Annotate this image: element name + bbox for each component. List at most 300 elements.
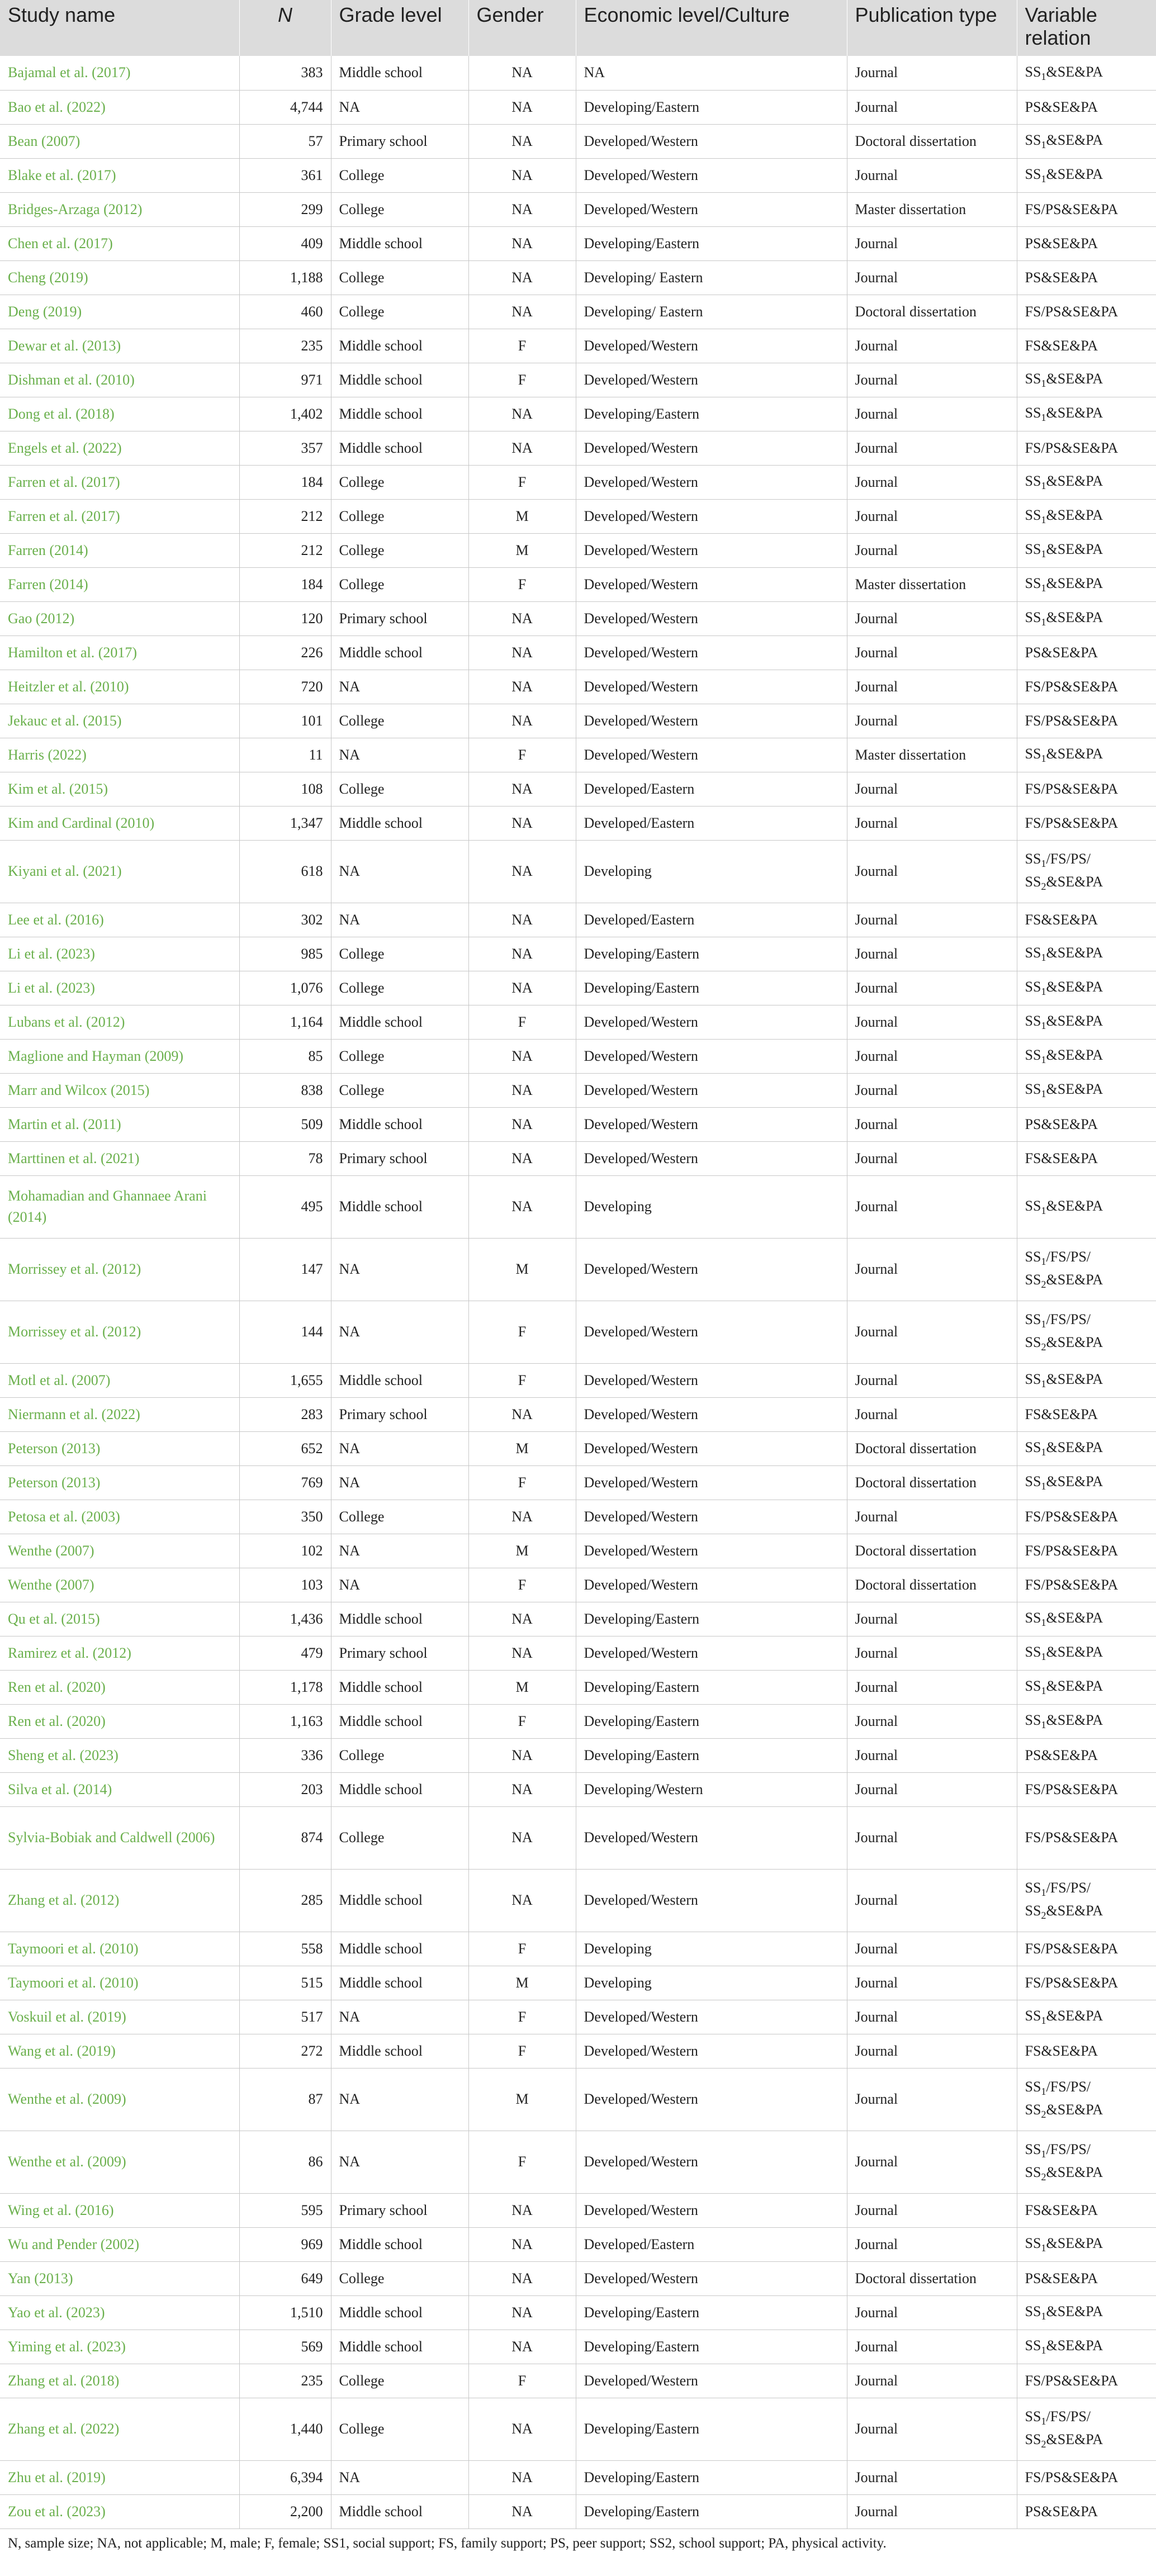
cell-economic-level: Developing/Western bbox=[576, 1772, 847, 1806]
cell-study-name: Qu et al. (2015) bbox=[0, 1602, 239, 1636]
cell-publication-type: Journal bbox=[847, 260, 1017, 295]
cell-publication-type: Journal bbox=[847, 90, 1017, 124]
cell-variable-relation: $SS_1\&SE\&PA$ bbox=[1017, 465, 1156, 499]
cell-n: 86 bbox=[239, 2131, 331, 2193]
table-row bbox=[0, 2227, 1156, 2261]
cell-n: 336 bbox=[239, 1738, 331, 1772]
table-row bbox=[0, 567, 1156, 601]
cell-grade-level: Middle school bbox=[331, 1107, 468, 1141]
cell-grade-level: College bbox=[331, 772, 468, 806]
cell-publication-type: Journal bbox=[847, 1670, 1017, 1704]
cell-grade-level: Primary school bbox=[331, 124, 468, 158]
cell-variable-relation: FS/PS&SE&PA bbox=[1017, 1534, 1156, 1568]
cell-study-name: Ren et al. (2020) bbox=[0, 1704, 239, 1738]
cell-grade-level: Middle school bbox=[331, 2034, 468, 2068]
cell-economic-level: Developed/Eastern bbox=[576, 903, 847, 937]
cell-variable-relation: FS/PS&SE&PA bbox=[1017, 1806, 1156, 1869]
cell-variable-relation: $SS_1\&SE\&PA$ bbox=[1017, 1005, 1156, 1039]
cell-n: 1,510 bbox=[239, 2295, 331, 2330]
cell-study-name: Wing et al. (2016) bbox=[0, 2193, 239, 2227]
cell-variable-relation: FS/PS&SE&PA bbox=[1017, 670, 1156, 704]
cell-publication-type: Journal bbox=[847, 1966, 1017, 2000]
cell-publication-type: Journal bbox=[847, 2364, 1017, 2398]
cell-variable-relation: FS/PS&SE&PA bbox=[1017, 704, 1156, 738]
cell-economic-level: Developed/Western bbox=[576, 1141, 847, 1175]
cell-study-name: Marttinen et al. (2021) bbox=[0, 1141, 239, 1175]
cell-study-name: Silva et al. (2014) bbox=[0, 1772, 239, 1806]
cell-n: 1,076 bbox=[239, 971, 331, 1005]
cell-study-name: Ramirez et al. (2012) bbox=[0, 1636, 239, 1670]
cell-grade-level: College bbox=[331, 158, 468, 192]
cell-gender: NA bbox=[468, 192, 576, 226]
table-row bbox=[0, 1932, 1156, 1966]
cell-grade-level: NA bbox=[331, 1238, 468, 1301]
cell-variable-relation: FS/PS&SE&PA bbox=[1017, 295, 1156, 329]
cell-study-name: Martin et al. (2011) bbox=[0, 1107, 239, 1141]
cell-study-name: Taymoori et al. (2010) bbox=[0, 1966, 239, 2000]
cell-grade-level: NA bbox=[331, 840, 468, 903]
cell-economic-level: Developed/Western bbox=[576, 635, 847, 670]
cell-economic-level: Developed/Western bbox=[576, 158, 847, 192]
cell-grade-level: Primary school bbox=[331, 2193, 468, 2227]
table-row bbox=[0, 1175, 1156, 1238]
cell-gender: NA bbox=[468, 1869, 576, 1932]
cell-n: 283 bbox=[239, 1397, 331, 1431]
cell-n: 85 bbox=[239, 1039, 331, 1073]
cell-study-name: Voskuil et al. (2019) bbox=[0, 2000, 239, 2034]
cell-variable-relation: PS&SE&PA bbox=[1017, 260, 1156, 295]
cell-study-name: Bean (2007) bbox=[0, 124, 239, 158]
cell-variable-relation: $SS_1\&SE\&PA$ bbox=[1017, 1704, 1156, 1738]
cell-variable-relation: $SS_1\&SE\&PA$ bbox=[1017, 363, 1156, 397]
cell-n: 1,440 bbox=[239, 2398, 331, 2460]
cell-n: 515 bbox=[239, 1966, 331, 2000]
cell-study-name: Bao et al. (2022) bbox=[0, 90, 239, 124]
cell-gender: NA bbox=[468, 806, 576, 840]
table-row bbox=[0, 533, 1156, 567]
table-row bbox=[0, 1465, 1156, 1500]
cell-n: 969 bbox=[239, 2227, 331, 2261]
cell-study-name: Yiming et al. (2023) bbox=[0, 2330, 239, 2364]
cell-grade-level: Middle school bbox=[331, 1670, 468, 1704]
cell-publication-type: Journal bbox=[847, 971, 1017, 1005]
cell-study-name: Zhang et al. (2018) bbox=[0, 2364, 239, 2398]
table-row bbox=[0, 2330, 1156, 2364]
cell-n: 184 bbox=[239, 567, 331, 601]
cell-n: 1,178 bbox=[239, 1670, 331, 1704]
cell-economic-level: Developed/Eastern bbox=[576, 772, 847, 806]
cell-grade-level: Middle school bbox=[331, 329, 468, 363]
cell-grade-level: NA bbox=[331, 1568, 468, 1602]
cell-n: 11 bbox=[239, 738, 331, 772]
cell-gender: F bbox=[468, 1704, 576, 1738]
cell-n: 517 bbox=[239, 2000, 331, 2034]
table-row bbox=[0, 2000, 1156, 2034]
cell-gender: NA bbox=[468, 1738, 576, 1772]
header-publication-type: Publication type bbox=[847, 0, 1017, 56]
cell-variable-relation: FS/PS&SE&PA bbox=[1017, 1966, 1156, 2000]
cell-gender: M bbox=[468, 1431, 576, 1465]
cell-n: 102 bbox=[239, 1534, 331, 1568]
cell-study-name: Wang et al. (2019) bbox=[0, 2034, 239, 2068]
cell-publication-type: Journal bbox=[847, 1363, 1017, 1397]
cell-gender: NA bbox=[468, 1500, 576, 1534]
cell-publication-type: Journal bbox=[847, 2494, 1017, 2528]
cell-economic-level: Developed/Western bbox=[576, 1363, 847, 1397]
cell-gender: NA bbox=[468, 1073, 576, 1107]
cell-variable-relation: $SS_1\&SE\&PA$ bbox=[1017, 2227, 1156, 2261]
cell-study-name: Cheng (2019) bbox=[0, 260, 239, 295]
cell-gender: NA bbox=[468, 260, 576, 295]
cell-variable-relation: FS/PS&SE&PA bbox=[1017, 192, 1156, 226]
cell-variable-relation: $SS_1\&SE\&PA$ bbox=[1017, 1363, 1156, 1397]
cell-grade-level: College bbox=[331, 1500, 468, 1534]
cell-economic-level: Developed/Western bbox=[576, 1301, 847, 1363]
table-row bbox=[0, 431, 1156, 465]
cell-grade-level: NA bbox=[331, 738, 468, 772]
table-row bbox=[0, 1363, 1156, 1397]
cell-economic-level: Developed/Western bbox=[576, 1568, 847, 1602]
cell-study-name: Kiyani et al. (2021) bbox=[0, 840, 239, 903]
cell-gender: NA bbox=[468, 1397, 576, 1431]
cell-economic-level: NA bbox=[576, 56, 847, 90]
table-row bbox=[0, 1772, 1156, 1806]
cell-study-name: Taymoori et al. (2010) bbox=[0, 1932, 239, 1966]
cell-publication-type: Journal bbox=[847, 1397, 1017, 1431]
cell-economic-level: Developed/Western bbox=[576, 124, 847, 158]
table-row bbox=[0, 329, 1156, 363]
cell-economic-level: Developed/Western bbox=[576, 1534, 847, 1568]
cell-economic-level: Developed/Western bbox=[576, 1073, 847, 1107]
cell-study-name: Dishman et al. (2010) bbox=[0, 363, 239, 397]
table-row bbox=[0, 903, 1156, 937]
cell-publication-type: Journal bbox=[847, 397, 1017, 431]
cell-study-name: Bajamal et al. (2017) bbox=[0, 56, 239, 90]
cell-publication-type: Journal bbox=[847, 2398, 1017, 2460]
cell-grade-level: Middle school bbox=[331, 2295, 468, 2330]
cell-economic-level: Developing bbox=[576, 840, 847, 903]
cell-economic-level: Developed/Western bbox=[576, 1107, 847, 1141]
cell-variable-relation: PS&SE&PA bbox=[1017, 635, 1156, 670]
cell-study-name: Wenthe (2007) bbox=[0, 1534, 239, 1568]
cell-gender: NA bbox=[468, 1175, 576, 1238]
cell-n: 103 bbox=[239, 1568, 331, 1602]
table-row bbox=[0, 1301, 1156, 1363]
cell-study-name: Hamilton et al. (2017) bbox=[0, 635, 239, 670]
cell-study-name: Heitzler et al. (2010) bbox=[0, 670, 239, 704]
cell-variable-relation: $SS_1\&SE\&PA$ bbox=[1017, 397, 1156, 431]
cell-study-name: Zhang et al. (2022) bbox=[0, 2398, 239, 2460]
cell-study-name: Peterson (2013) bbox=[0, 1465, 239, 1500]
cell-n: 720 bbox=[239, 670, 331, 704]
cell-gender: NA bbox=[468, 2494, 576, 2528]
cell-economic-level: Developed/Western bbox=[576, 431, 847, 465]
cell-gender: NA bbox=[468, 124, 576, 158]
cell-gender: M bbox=[468, 1238, 576, 1301]
cell-study-name: Yao et al. (2023) bbox=[0, 2295, 239, 2330]
cell-publication-type: Journal bbox=[847, 2295, 1017, 2330]
cell-economic-level: Developed/Western bbox=[576, 2068, 847, 2131]
cell-gender: F bbox=[468, 1465, 576, 1500]
cell-n: 509 bbox=[239, 1107, 331, 1141]
cell-economic-level: Developed/Eastern bbox=[576, 806, 847, 840]
cell-publication-type: Journal bbox=[847, 226, 1017, 260]
cell-gender: NA bbox=[468, 635, 576, 670]
table-row bbox=[0, 2131, 1156, 2193]
cell-gender: NA bbox=[468, 2330, 576, 2364]
cell-economic-level: Developed/Eastern bbox=[576, 2227, 847, 2261]
cell-grade-level: NA bbox=[331, 2000, 468, 2034]
table-row bbox=[0, 1534, 1156, 1568]
cell-n: 1,188 bbox=[239, 260, 331, 295]
table-row bbox=[0, 971, 1156, 1005]
cell-n: 383 bbox=[239, 56, 331, 90]
cell-publication-type: Journal bbox=[847, 56, 1017, 90]
cell-economic-level: Developing/Eastern bbox=[576, 226, 847, 260]
cell-study-name: Wenthe (2007) bbox=[0, 1568, 239, 1602]
cell-gender: M bbox=[468, 1670, 576, 1704]
cell-variable-relation: PS&SE&PA bbox=[1017, 1107, 1156, 1141]
cell-economic-level: Developed/Western bbox=[576, 2261, 847, 2295]
cell-n: 985 bbox=[239, 937, 331, 971]
cell-economic-level: Developed/Western bbox=[576, 601, 847, 635]
cell-n: 838 bbox=[239, 1073, 331, 1107]
table-row bbox=[0, 1704, 1156, 1738]
cell-variable-relation: $SS_1\&SE\&PA$ bbox=[1017, 937, 1156, 971]
table-row bbox=[0, 670, 1156, 704]
header-n: N bbox=[239, 0, 331, 56]
cell-grade-level: NA bbox=[331, 2460, 468, 2494]
cell-publication-type: Journal bbox=[847, 1636, 1017, 1670]
cell-gender: NA bbox=[468, 1636, 576, 1670]
cell-variable-relation: FS/PS&SE&PA bbox=[1017, 772, 1156, 806]
cell-publication-type: Journal bbox=[847, 2227, 1017, 2261]
cell-study-name: Jekauc et al. (2015) bbox=[0, 704, 239, 738]
cell-grade-level: Middle school bbox=[331, 1363, 468, 1397]
cell-gender: NA bbox=[468, 1039, 576, 1073]
cell-gender: NA bbox=[468, 1772, 576, 1806]
cell-grade-level: Middle school bbox=[331, 1175, 468, 1238]
cell-economic-level: Developing/Eastern bbox=[576, 971, 847, 1005]
cell-n: 6,394 bbox=[239, 2460, 331, 2494]
cell-variable-relation: PS&SE&PA bbox=[1017, 90, 1156, 124]
cell-economic-level: Developed/Western bbox=[576, 670, 847, 704]
cell-publication-type: Master dissertation bbox=[847, 738, 1017, 772]
cell-grade-level: Middle school bbox=[331, 431, 468, 465]
cell-publication-type: Journal bbox=[847, 601, 1017, 635]
cell-gender: M bbox=[468, 1966, 576, 2000]
table-row bbox=[0, 295, 1156, 329]
cell-grade-level: College bbox=[331, 937, 468, 971]
table-row bbox=[0, 226, 1156, 260]
cell-study-name: Sheng et al. (2023) bbox=[0, 1738, 239, 1772]
cell-variable-relation: FS&SE&PA bbox=[1017, 2193, 1156, 2227]
cell-variable-relation: $SS_1\&SE\&PA$ bbox=[1017, 2000, 1156, 2034]
table-row bbox=[0, 1039, 1156, 1073]
table-row bbox=[0, 192, 1156, 226]
cell-grade-level: NA bbox=[331, 1431, 468, 1465]
cell-grade-level: Middle school bbox=[331, 1869, 468, 1932]
cell-n: 1,347 bbox=[239, 806, 331, 840]
cell-grade-level: Middle school bbox=[331, 1704, 468, 1738]
cell-gender: NA bbox=[468, 2460, 576, 2494]
cell-publication-type: Journal bbox=[847, 806, 1017, 840]
cell-variable-relation: FS/PS&SE&PA bbox=[1017, 806, 1156, 840]
cell-grade-level: Middle school bbox=[331, 1932, 468, 1966]
cell-study-name: Li et al. (2023) bbox=[0, 937, 239, 971]
cell-variable-relation: $SS_1/FS/PS/$ $SS_2\&SE\&PA$ bbox=[1017, 2068, 1156, 2131]
cell-publication-type: Doctoral dissertation bbox=[847, 1431, 1017, 1465]
cell-study-name: Farren (2014) bbox=[0, 533, 239, 567]
cell-publication-type: Journal bbox=[847, 704, 1017, 738]
cell-publication-type: Journal bbox=[847, 772, 1017, 806]
cell-economic-level: Developed/Western bbox=[576, 1636, 847, 1670]
cell-gender: F bbox=[468, 738, 576, 772]
cell-study-name: Zou et al. (2023) bbox=[0, 2494, 239, 2528]
cell-grade-level: College bbox=[331, 2364, 468, 2398]
table-row bbox=[0, 840, 1156, 903]
cell-publication-type: Journal bbox=[847, 1738, 1017, 1772]
cell-publication-type: Journal bbox=[847, 533, 1017, 567]
cell-gender: F bbox=[468, 1005, 576, 1039]
cell-gender: NA bbox=[468, 2227, 576, 2261]
cell-grade-level: Middle school bbox=[331, 2227, 468, 2261]
cell-economic-level: Developing/Eastern bbox=[576, 937, 847, 971]
header-variable-relation: Variable relation bbox=[1017, 0, 1156, 56]
table-row bbox=[0, 2398, 1156, 2460]
cell-economic-level: Developed/Western bbox=[576, 2364, 847, 2398]
table-row bbox=[0, 806, 1156, 840]
cell-grade-level: Middle school bbox=[331, 2330, 468, 2364]
cell-grade-level: Middle school bbox=[331, 363, 468, 397]
cell-economic-level: Developed/Western bbox=[576, 738, 847, 772]
table-row bbox=[0, 2494, 1156, 2528]
cell-study-name: Farren (2014) bbox=[0, 567, 239, 601]
cell-grade-level: NA bbox=[331, 2068, 468, 2131]
table-row bbox=[0, 90, 1156, 124]
cell-economic-level: Developed/Western bbox=[576, 2193, 847, 2227]
table-row bbox=[0, 499, 1156, 533]
cell-publication-type: Journal bbox=[847, 1772, 1017, 1806]
cell-n: 203 bbox=[239, 1772, 331, 1806]
cell-grade-level: Middle school bbox=[331, 806, 468, 840]
cell-variable-relation: FS/PS&SE&PA bbox=[1017, 431, 1156, 465]
cell-gender: NA bbox=[468, 2193, 576, 2227]
cell-gender: F bbox=[468, 567, 576, 601]
cell-economic-level: Developed/Western bbox=[576, 1431, 847, 1465]
cell-study-name: Engels et al. (2022) bbox=[0, 431, 239, 465]
table-row bbox=[0, 260, 1156, 295]
table-row bbox=[0, 1738, 1156, 1772]
table-row bbox=[0, 738, 1156, 772]
cell-study-name: Farren et al. (2017) bbox=[0, 499, 239, 533]
cell-publication-type: Journal bbox=[847, 1175, 1017, 1238]
table-row bbox=[0, 601, 1156, 635]
cell-economic-level: Developed/Western bbox=[576, 363, 847, 397]
cell-gender: NA bbox=[468, 397, 576, 431]
cell-grade-level: College bbox=[331, 567, 468, 601]
cell-n: 212 bbox=[239, 499, 331, 533]
cell-grade-level: Middle school bbox=[331, 397, 468, 431]
cell-grade-level: NA bbox=[331, 903, 468, 937]
cell-n: 212 bbox=[239, 533, 331, 567]
cell-publication-type: Doctoral dissertation bbox=[847, 1534, 1017, 1568]
cell-gender: NA bbox=[468, 56, 576, 90]
cell-n: 1,655 bbox=[239, 1363, 331, 1397]
cell-grade-level: Middle school bbox=[331, 1772, 468, 1806]
cell-publication-type: Journal bbox=[847, 1073, 1017, 1107]
cell-publication-type: Journal bbox=[847, 1704, 1017, 1738]
cell-study-name: Kim and Cardinal (2010) bbox=[0, 806, 239, 840]
cell-economic-level: Developing/Eastern bbox=[576, 2460, 847, 2494]
table-row bbox=[0, 2034, 1156, 2068]
cell-publication-type: Journal bbox=[847, 465, 1017, 499]
cell-economic-level: Developing/Eastern bbox=[576, 2494, 847, 2528]
cell-grade-level: College bbox=[331, 2398, 468, 2460]
cell-n: 495 bbox=[239, 1175, 331, 1238]
cell-variable-relation: $SS_1\&SE\&PA$ bbox=[1017, 56, 1156, 90]
cell-economic-level: Developing/Eastern bbox=[576, 2295, 847, 2330]
cell-n: 235 bbox=[239, 2364, 331, 2398]
cell-grade-level: College bbox=[331, 192, 468, 226]
cell-publication-type: Doctoral dissertation bbox=[847, 124, 1017, 158]
cell-grade-level: College bbox=[331, 465, 468, 499]
cell-gender: F bbox=[468, 2000, 576, 2034]
cell-variable-relation: FS&SE&PA bbox=[1017, 903, 1156, 937]
table-row bbox=[0, 635, 1156, 670]
cell-publication-type: Journal bbox=[847, 840, 1017, 903]
cell-publication-type: Journal bbox=[847, 2460, 1017, 2494]
cell-study-name: Yan (2013) bbox=[0, 2261, 239, 2295]
cell-gender: NA bbox=[468, 772, 576, 806]
cell-grade-level: Primary school bbox=[331, 1141, 468, 1175]
cell-n: 302 bbox=[239, 903, 331, 937]
cell-n: 1,163 bbox=[239, 1704, 331, 1738]
cell-grade-level: College bbox=[331, 499, 468, 533]
cell-variable-relation: $SS_1\&SE\&PA$ bbox=[1017, 601, 1156, 635]
header-study-name: Study name bbox=[0, 0, 239, 56]
cell-variable-relation: $SS_1\&SE\&PA$ bbox=[1017, 567, 1156, 601]
cell-grade-level: NA bbox=[331, 90, 468, 124]
cell-grade-level: College bbox=[331, 1073, 468, 1107]
table-row bbox=[0, 1238, 1156, 1301]
cell-n: 874 bbox=[239, 1806, 331, 1869]
cell-variable-relation: $SS_1\&SE\&PA$ bbox=[1017, 971, 1156, 1005]
cell-economic-level: Developed/Western bbox=[576, 533, 847, 567]
cell-gender: NA bbox=[468, 2295, 576, 2330]
cell-variable-relation: FS/PS&SE&PA bbox=[1017, 1772, 1156, 1806]
cell-publication-type: Journal bbox=[847, 1932, 1017, 1966]
cell-n: 649 bbox=[239, 2261, 331, 2295]
cell-grade-level: NA bbox=[331, 1301, 468, 1363]
cell-economic-level: Developing/Eastern bbox=[576, 1738, 847, 1772]
cell-n: 357 bbox=[239, 431, 331, 465]
cell-study-name: Lubans et al. (2012) bbox=[0, 1005, 239, 1039]
cell-n: 361 bbox=[239, 158, 331, 192]
cell-variable-relation: $SS_1\&SE\&PA$ bbox=[1017, 2295, 1156, 2330]
cell-economic-level: Developing/Eastern bbox=[576, 1704, 847, 1738]
cell-variable-relation: $SS_1\&SE\&PA$ bbox=[1017, 124, 1156, 158]
cell-n: 120 bbox=[239, 601, 331, 635]
cell-n: 460 bbox=[239, 295, 331, 329]
cell-grade-level: Middle school bbox=[331, 2494, 468, 2528]
cell-economic-level: Developed/Western bbox=[576, 329, 847, 363]
cell-publication-type: Journal bbox=[847, 2034, 1017, 2068]
cell-grade-level: College bbox=[331, 971, 468, 1005]
table-row bbox=[0, 1670, 1156, 1704]
cell-economic-level: Developed/Western bbox=[576, 1397, 847, 1431]
cell-n: 409 bbox=[239, 226, 331, 260]
